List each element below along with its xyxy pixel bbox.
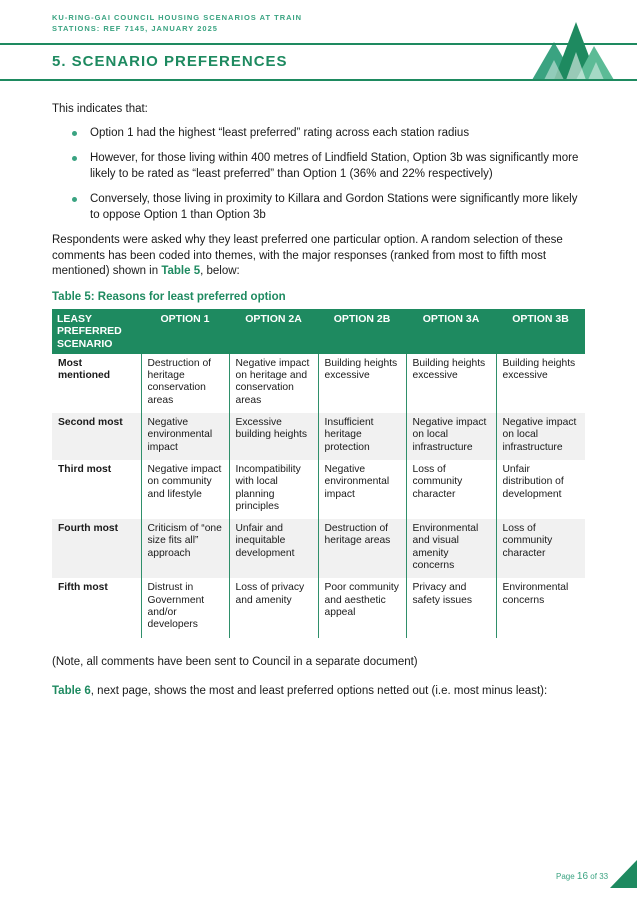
council-logo: [532, 16, 614, 82]
column-header: OPTION 2B: [318, 309, 406, 354]
table-cell: Poor community and aesthetic appeal: [318, 578, 406, 637]
page-label: Page: [556, 872, 575, 881]
table-cell: Negative impact on local infrastructure: [406, 413, 496, 460]
table-cell: Destruction of heritage conservation areas: [141, 354, 229, 413]
table-6-reference: Table 6: [52, 685, 91, 697]
table-caption: Table 5: Reasons for least preferred option: [52, 290, 286, 303]
table-cell: Building heights excessive: [318, 354, 406, 413]
table-row: [52, 413, 585, 460]
column-header: OPTION 1: [141, 309, 229, 354]
main-content: [52, 102, 587, 638]
table-cell: Insufficient heritage protection: [318, 413, 406, 460]
table-cell: Excessive building heights: [229, 413, 318, 460]
table-row: [52, 354, 585, 413]
finding-bullet: Option 1 had the highest “least preferred” rating across each station radius: [52, 126, 587, 142]
paragraph-text-end: , below:: [200, 265, 240, 277]
total-pages: 33: [599, 872, 609, 881]
row-label: Third most: [58, 463, 112, 475]
document-header: [52, 12, 302, 34]
table-row: [52, 578, 585, 637]
table-cell: Criticism of “one size fits all” approach: [141, 519, 229, 578]
table-cell: Unfair and inequitable development: [229, 519, 318, 578]
intro-text: This indicates that:: [52, 103, 148, 115]
row-label: Fifth most: [58, 582, 108, 594]
row-label: Most mentioned: [58, 357, 111, 382]
paragraph-text: Respondents were asked why they least preferred one particular option. A random selection of these comments has been coded into themes, with the major responses (ranked from most to fifth most mentioned) shown in: [52, 234, 563, 277]
table-cell: Destruction of heritage areas: [318, 519, 406, 578]
table-cell: Privacy and safety issues: [406, 578, 496, 637]
table-cell: Distrust in Government and/or developers: [141, 578, 229, 637]
column-header: LEASY PREFERRED SCENARIO: [52, 309, 141, 354]
page-number: 16: [576, 871, 589, 882]
page-footer: [556, 871, 608, 882]
row-label: Fourth most: [52, 519, 141, 578]
header-line-2: STATIONS: REF 7145, JANUARY 2025: [52, 24, 218, 33]
table-cell: Building heights excessive: [406, 354, 496, 413]
header-line-1: KU-RING-GAI COUNCIL HOUSING SCENARIOS AT TRAIN: [52, 13, 303, 22]
table-cell: Unfair distribution of development: [496, 460, 585, 519]
header-rule-top: [0, 43, 637, 45]
table-cell: Negative impact on community and lifestyle: [141, 460, 229, 519]
row-label: Second most: [52, 413, 141, 460]
note-text: (Note, all comments have been sent to Council in a separate document): [52, 656, 418, 668]
table-cell: Negative environmental impact: [318, 460, 406, 519]
table-cell: Loss of community character: [406, 460, 496, 519]
table-cell: Negative environmental impact: [141, 413, 229, 460]
header-rule-bottom: [0, 79, 637, 81]
table-cell: Environmental and visual amenity concerns: [406, 519, 496, 578]
section-title: 5. SCENARIO PREFERENCES: [52, 53, 288, 70]
table-cell: Negative impact on heritage and conservation areas: [229, 354, 318, 413]
reasons-table: [52, 309, 585, 638]
finding-bullet: However, for those living within 400 metres of Lindfield Station, Option 3b was significantly more likely to be rated as “least preferred” than Option 1 (36% and 22% respectively): [52, 151, 587, 182]
finding-bullet: Conversely, those living in proximity to Killara and Gordon Stations were significantly more likely to oppose Option 1 than Option 3b: [52, 192, 587, 223]
respondents-paragraph: [52, 233, 587, 280]
column-header: OPTION 3A: [406, 309, 496, 354]
table-cell: Loss of community character: [496, 519, 585, 578]
table-row: [52, 519, 585, 578]
column-header: OPTION 3B: [496, 309, 585, 354]
table-5-reference: Table 5: [161, 265, 201, 277]
findings-list: [52, 126, 587, 224]
column-header: OPTION 2A: [229, 309, 318, 354]
of-label: of: [590, 872, 597, 881]
table-cell: Incompatibility with local planning principles: [229, 460, 318, 519]
table-6-text: , next page, shows the most and least preferred options netted out (i.e. most minus least):: [90, 685, 548, 697]
table-cell: Environmental concerns: [496, 578, 585, 637]
table-header-row: [52, 309, 585, 354]
table-cell: Negative impact on local infrastructure: [496, 413, 585, 460]
corner-triangle: [610, 860, 637, 888]
table-6-paragraph: [52, 684, 547, 699]
table-cell: Loss of privacy and amenity: [229, 578, 318, 637]
table-row: [52, 460, 585, 519]
table-cell: Building heights excessive: [496, 354, 585, 413]
